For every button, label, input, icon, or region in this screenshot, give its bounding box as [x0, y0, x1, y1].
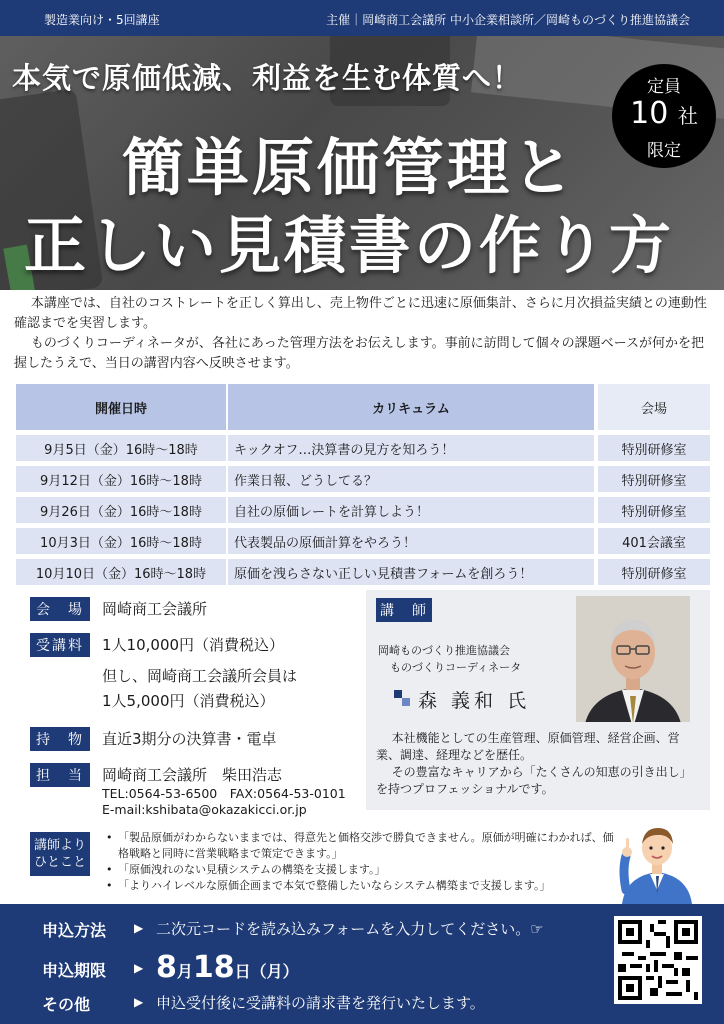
row-venue: 特別研修室 [598, 559, 710, 585]
instructor-label: 講 師 [376, 598, 432, 622]
venue-label: 会 場 [30, 597, 90, 621]
row-curriculum: 自社の原価レートを計算しよう！ [228, 497, 594, 523]
badge-unit: 社 [677, 104, 698, 128]
row-curriculum: 原価を洩らさない正しい見積書フォームを創ろう！ [228, 559, 594, 585]
table-row [16, 497, 710, 523]
pointing-man-icon [612, 820, 702, 904]
row-date: 9月26日（金）16時〜18時 [16, 497, 226, 523]
table-row [16, 466, 710, 492]
arrow-right-icon: ▶ [134, 921, 144, 935]
apply-method-text: 二次元コードを読み込みフォームを入力してください。☞ [156, 920, 544, 938]
qr-code[interactable] [614, 916, 702, 1004]
instructor-description [366, 722, 710, 810]
intro-paragraph-2: ものづくりコーディネータが、各社にあった管理方法をお伝えします。事前に訪問して個々の課題ベースが何かを把握したうえで、当日の講習内容へ反映させます。 [14, 336, 705, 371]
deadline-day-unit: 日 [234, 962, 251, 981]
row-venue: 特別研修室 [598, 497, 710, 523]
main-title-line1: 簡単原価管理と [122, 131, 578, 204]
fee-line2: 但し、岡崎商工会議所会員は [102, 667, 298, 685]
bring-value: 直近3期分の決算書・電卓 [102, 730, 277, 748]
row-curriculum: 作業日報、どうしてる？ [228, 466, 594, 492]
instructor-photo [576, 596, 690, 728]
contact-name: 岡崎商工会議所 柴田浩志 [102, 766, 283, 784]
comment-label-text [34, 837, 86, 871]
instructor-org [378, 642, 521, 676]
apply-deadline-value [156, 950, 299, 985]
row-date: 10月10日（金）16時〜18時 [16, 559, 226, 585]
contact-tel-fax: TEL:0564-53-6500 FAX:0564-53-0101 [102, 786, 346, 801]
arrow-right-icon: ▶ [134, 961, 144, 975]
fee-label: 受講料 [30, 633, 90, 657]
square-mark-icon [394, 690, 410, 706]
schedule-table [16, 384, 710, 585]
comment-label-line2: ひとこと [33, 855, 86, 870]
main-title-line2: 正しい見積書の作り方 [24, 209, 675, 282]
host-label: 主催｜岡崎商工会議所 中小企業相談所／岡崎ものづくり推進協議会 [326, 13, 690, 27]
instructor-name: 森 義和 氏 [418, 690, 531, 712]
schedule-header-row [16, 384, 710, 430]
contact-label: 担 当 [30, 763, 90, 787]
list-item: • 「原価洩れのない見積システムの構築を支援します。」 [104, 862, 614, 878]
deadline-month: 8 [156, 950, 177, 985]
row-date: 10月3日（金）16時〜18時 [16, 528, 226, 554]
fee-line1: 1人10,000円（消費税込） [102, 636, 285, 654]
instructor-org-line2: ものづくりコーディネータ [390, 661, 522, 674]
row-curriculum: 代表製品の原価計算をやろう！ [228, 528, 594, 554]
apply-deadline-label: 申込期限 [42, 961, 107, 980]
instructor-org-line1: 岡崎ものづくり推進協議会 [378, 644, 510, 657]
instructor-desc-2: その豊富なキャリアから「たくさんの知恵の引き出し」を持つプロフェッショナルです。 [376, 765, 692, 796]
header-date: 開催日時 [16, 384, 226, 430]
comment-label-line1: 講師より [33, 838, 86, 853]
bring-label: 持 物 [30, 727, 90, 751]
fee-line3: 1人5,000円（消費税込） [102, 692, 275, 710]
table-row [16, 435, 710, 461]
badge-number-line [612, 96, 716, 131]
venue-value: 岡崎商工会議所 [102, 600, 208, 618]
apply-other-label: その他 [42, 995, 91, 1014]
arrow-right-icon: ▶ [134, 995, 144, 1009]
qr-code-icon [618, 920, 698, 1000]
apply-method-label: 申込方法 [42, 921, 107, 940]
table-row [16, 559, 710, 585]
deadline-day: 18 [192, 950, 235, 985]
contact-email[interactable]: E-mail:kshibata@okazakicci.or.jp [102, 802, 307, 817]
row-venue: 特別研修室 [598, 435, 710, 461]
intro-paragraph-1: 本講座では、自社のコストレートを正しく算出し、売上物件ごとに迅速に原価集計、さらに月次損益実績との連動性確認までを実習します。 [14, 296, 707, 331]
catch-copy: 本気で原価低減、利益を生む体質へ！ [12, 61, 523, 95]
instructor-desc-1: 本社機能としての生産管理、原価管理、経営企画、営業、調達、経理などを歴任。 [376, 731, 680, 762]
top-bar [0, 0, 724, 36]
header-curriculum: カリキュラム [228, 384, 594, 430]
row-date: 9月12日（金）16時〜18時 [16, 466, 226, 492]
badge-line1: 定員 [647, 77, 681, 97]
badge-line3: 限定 [647, 141, 681, 161]
intro-text [14, 294, 714, 374]
list-item: • 「製品原価がわからないままでは、得意先と価格交渉で勝負できません。原価が明確にわかれば、価格戦略と同時に営業戦略まで策定できます。」 [104, 830, 614, 862]
deadline-weekday: （月） [250, 962, 299, 981]
row-venue: 401会議室 [598, 528, 710, 554]
capacity-badge [612, 64, 716, 168]
list-item: • 「よりハイレベルな原価企画まで本気で整備したいならシステム構築まで支援します。」 [104, 878, 614, 894]
deadline-month-unit: 月 [176, 962, 193, 981]
comment-label [30, 832, 90, 876]
series-label: 製造業向け・5回講座 [44, 13, 160, 27]
badge-number: 10 [630, 96, 669, 131]
header-venue: 会場 [598, 384, 710, 430]
row-venue: 特別研修室 [598, 466, 710, 492]
row-date: 9月5日（金）16時〜18時 [16, 435, 226, 461]
instructor-portrait-icon [576, 596, 690, 728]
table-row [16, 528, 710, 554]
comment-list [104, 830, 614, 894]
apply-other-text: 申込受付後に受講料の請求書を発行いたします。 [156, 994, 485, 1012]
row-curriculum: キックオフ…決算書の見方を知ろう！ [228, 435, 594, 461]
